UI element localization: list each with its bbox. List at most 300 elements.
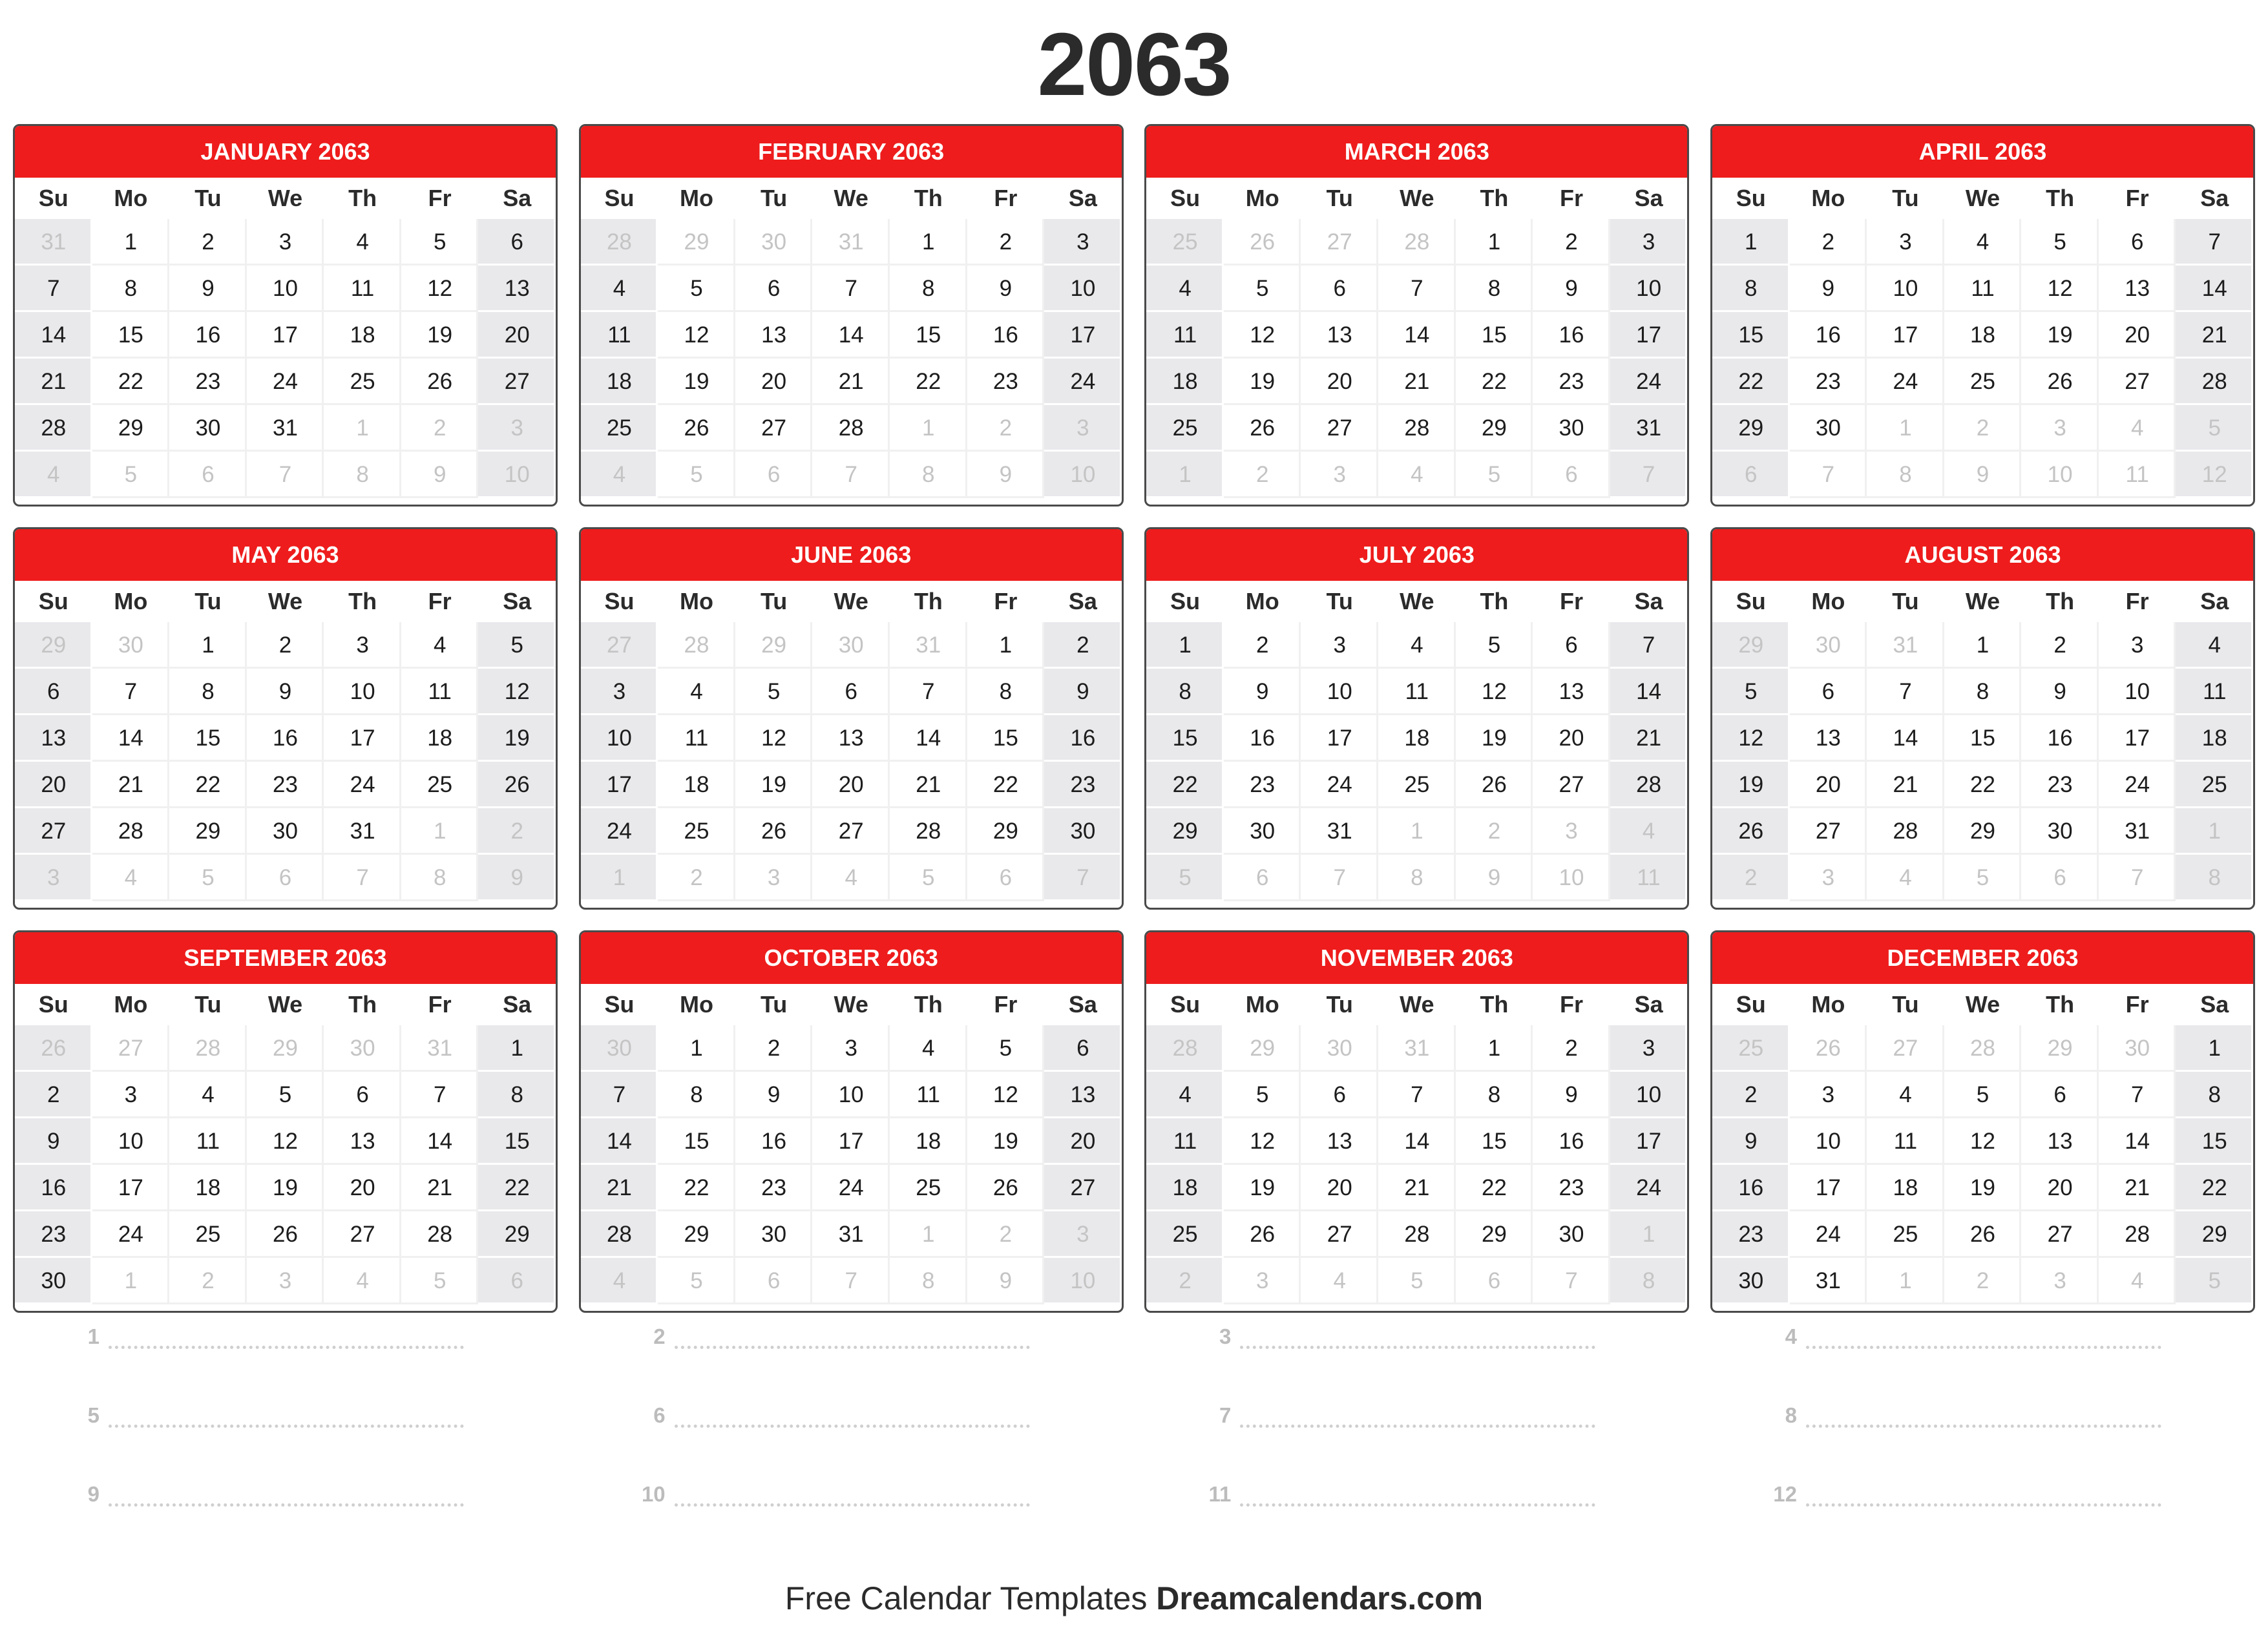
week-row <box>15 1025 556 1072</box>
note-dotted-line <box>675 1488 1030 1507</box>
note-dotted-line <box>675 1330 1030 1349</box>
weekday-header-row <box>1712 984 2253 1025</box>
adjacent-month-day: 5 <box>658 452 735 498</box>
day-cell: 29 <box>658 1211 735 1258</box>
weekday-label: Sa <box>1634 185 1663 211</box>
adjacent-month-day: 10 <box>1533 855 1610 901</box>
day-cell: 18 <box>1146 1165 1224 1211</box>
day-cell: 5 <box>735 669 813 715</box>
day-cell: 21 <box>2099 1165 2176 1211</box>
week-row <box>581 855 1122 901</box>
week-row <box>15 405 556 452</box>
weekday-label: Th <box>914 588 943 614</box>
note-line[interactable] <box>72 1324 464 1349</box>
day-cell: 30 <box>1533 1211 1610 1258</box>
weekday-label: Su <box>38 588 68 614</box>
day-cell: 4 <box>890 1025 967 1072</box>
day-cell: 7 <box>1378 1072 1456 1118</box>
day-cell: 11 <box>1378 669 1456 715</box>
weekday-label: Mo <box>114 185 148 211</box>
adjacent-month-day: 28 <box>581 219 658 266</box>
page-title: 2063 <box>1037 15 1231 114</box>
day-cell: 21 <box>1610 715 1688 762</box>
adjacent-month-day: 12 <box>2176 452 2253 498</box>
note-line[interactable] <box>1770 1403 2161 1428</box>
adjacent-month-day: 8 <box>2176 855 2253 901</box>
day-cell: 1 <box>92 219 170 266</box>
week-row <box>1712 405 2253 452</box>
day-cell: 8 <box>1146 669 1224 715</box>
weekday-label: We <box>1965 991 2000 1018</box>
day-cell: 5 <box>1224 266 1301 312</box>
day-cell: 21 <box>890 762 967 808</box>
day-cell: 24 <box>1867 359 1944 405</box>
adjacent-month-day: 8 <box>1610 1258 1688 1304</box>
day-cell: 31 <box>247 405 324 452</box>
day-cell: 2 <box>169 219 247 266</box>
day-cell: 20 <box>735 359 813 405</box>
adjacent-month-day: 6 <box>1712 452 1790 498</box>
week-row <box>581 312 1122 359</box>
weekday-label: We <box>268 588 303 614</box>
day-cell: 27 <box>324 1211 401 1258</box>
adjacent-month-day: 8 <box>890 1258 967 1304</box>
weekday-header-row <box>581 178 1122 219</box>
day-cell: 4 <box>401 622 479 669</box>
note-dotted-line <box>1240 1409 1595 1428</box>
adjacent-month-day: 4 <box>2099 1258 2176 1304</box>
note-line[interactable] <box>72 1403 464 1428</box>
adjacent-month-day: 5 <box>2176 1258 2253 1304</box>
note-line[interactable] <box>638 1482 1030 1507</box>
day-cell: 16 <box>735 1118 813 1165</box>
weekday-label: Tu <box>1326 185 1353 211</box>
day-cell: 22 <box>967 762 1045 808</box>
weekday-label: We <box>268 185 303 211</box>
day-cell: 29 <box>1456 405 1533 452</box>
weekday-label: Fr <box>1560 991 1583 1018</box>
day-cell: 12 <box>2021 266 2099 312</box>
day-cell: 11 <box>169 1118 247 1165</box>
day-cell: 11 <box>401 669 479 715</box>
day-cell: 21 <box>2176 312 2253 359</box>
day-cell: 22 <box>1146 762 1224 808</box>
month-title: MAY 2063 <box>15 529 556 581</box>
adjacent-month-day: 10 <box>2021 452 2099 498</box>
week-row <box>1712 1258 2253 1304</box>
day-cell: 14 <box>2099 1118 2176 1165</box>
day-cell: 7 <box>15 266 92 312</box>
weekday-label: Su <box>1170 588 1201 614</box>
day-cell: 13 <box>1790 715 1867 762</box>
adjacent-month-day: 4 <box>1867 855 1944 901</box>
note-dotted-line <box>1806 1488 2161 1507</box>
day-cell: 16 <box>169 312 247 359</box>
day-cell: 3 <box>2099 622 2176 669</box>
weekday-header-row <box>1712 581 2253 622</box>
day-cell: 28 <box>2176 359 2253 405</box>
weekday-header-row <box>15 178 556 219</box>
day-cell: 7 <box>812 266 890 312</box>
day-cell: 26 <box>1224 405 1301 452</box>
week-row <box>1146 855 1687 901</box>
day-cell: 23 <box>1044 762 1122 808</box>
day-cell: 25 <box>1146 1211 1224 1258</box>
day-cell: 19 <box>2021 312 2099 359</box>
adjacent-month-day: 31 <box>812 219 890 266</box>
adjacent-month-day: 29 <box>247 1025 324 1072</box>
day-cell: 12 <box>1944 1118 2022 1165</box>
adjacent-month-day: 2 <box>1224 452 1301 498</box>
weekday-label: Tu <box>194 588 222 614</box>
day-cell: 3 <box>324 622 401 669</box>
day-cell: 15 <box>478 1118 556 1165</box>
day-cell: 4 <box>1867 1072 1944 1118</box>
day-cell: 6 <box>1533 622 1610 669</box>
note-line[interactable] <box>1204 1403 1595 1428</box>
day-cell: 8 <box>1456 266 1533 312</box>
day-cell: 22 <box>1712 359 1790 405</box>
weekday-label: Fr <box>2125 185 2149 211</box>
month-title: JULY 2063 <box>1146 529 1687 581</box>
adjacent-month-day: 10 <box>1044 1258 1122 1304</box>
adjacent-month-day: 7 <box>247 452 324 498</box>
weekday-label: Fr <box>428 588 452 614</box>
day-cell: 20 <box>2099 312 2176 359</box>
week-row <box>581 715 1122 762</box>
adjacent-month-day: 7 <box>324 855 401 901</box>
note-dotted-line <box>1806 1409 2161 1428</box>
note-line[interactable] <box>1770 1324 2161 1349</box>
adjacent-month-day: 7 <box>1044 855 1122 901</box>
month-calendar <box>1144 930 1689 1313</box>
day-cell: 17 <box>247 312 324 359</box>
month-title: DECEMBER 2063 <box>1712 932 2253 984</box>
day-cell: 27 <box>1301 405 1378 452</box>
day-cell: 16 <box>15 1165 92 1211</box>
day-cell: 21 <box>1378 359 1456 405</box>
month-calendar <box>13 124 558 507</box>
adjacent-month-day: 29 <box>735 622 813 669</box>
day-cell: 27 <box>1301 1211 1378 1258</box>
day-cell: 27 <box>2099 359 2176 405</box>
weekday-header-row <box>581 984 1122 1025</box>
note-number: 7 <box>1219 1403 1232 1427</box>
weekday-label: Fr <box>1560 588 1583 614</box>
week-row <box>15 219 556 266</box>
day-cell: 20 <box>1044 1118 1122 1165</box>
weekday-label: Sa <box>1068 991 1097 1018</box>
adjacent-month-day: 2 <box>658 855 735 901</box>
day-cell: 29 <box>967 808 1045 855</box>
adjacent-month-day: 7 <box>812 1258 890 1304</box>
day-cell: 6 <box>2099 219 2176 266</box>
day-cell: 12 <box>967 1072 1045 1118</box>
day-cell: 29 <box>1944 808 2022 855</box>
day-cell: 3 <box>812 1025 890 1072</box>
day-cell: 15 <box>1456 312 1533 359</box>
week-row <box>581 1118 1122 1165</box>
calendar-grid <box>13 124 2255 1313</box>
day-cell: 25 <box>324 359 401 405</box>
weekday-label: Tu <box>194 185 222 211</box>
weekday-header-row <box>581 581 1122 622</box>
week-row <box>15 1072 556 1118</box>
week-row <box>15 1165 556 1211</box>
weekday-label: Sa <box>2200 991 2229 1018</box>
day-cell: 15 <box>169 715 247 762</box>
adjacent-month-day: 2 <box>401 405 479 452</box>
day-cell: 7 <box>1610 622 1688 669</box>
day-cell: 29 <box>1146 808 1224 855</box>
adjacent-month-day: 6 <box>169 452 247 498</box>
day-cell: 5 <box>2021 219 2099 266</box>
day-cell: 8 <box>658 1072 735 1118</box>
week-row <box>1146 669 1687 715</box>
day-cell: 20 <box>1301 1165 1378 1211</box>
adjacent-month-day: 4 <box>581 1258 658 1304</box>
adjacent-month-day: 6 <box>735 1258 813 1304</box>
day-cell: 10 <box>581 715 658 762</box>
adjacent-month-day: 30 <box>1790 622 1867 669</box>
day-cell: 20 <box>1301 359 1378 405</box>
weekday-label: Sa <box>1634 991 1663 1018</box>
week-row <box>15 452 556 498</box>
day-cell: 23 <box>15 1211 92 1258</box>
adjacent-month-day: 28 <box>1378 219 1456 266</box>
day-cell: 5 <box>401 219 479 266</box>
day-cell: 28 <box>812 405 890 452</box>
day-cell: 13 <box>1301 1118 1378 1165</box>
adjacent-month-day: 7 <box>812 452 890 498</box>
week-row <box>581 1072 1122 1118</box>
weekday-label: Mo <box>1811 588 1845 614</box>
month-title: APRIL 2063 <box>1712 126 2253 178</box>
weekday-label: Mo <box>1245 588 1279 614</box>
day-cell: 31 <box>1610 405 1688 452</box>
week-row <box>1146 219 1687 266</box>
adjacent-month-day: 3 <box>1301 452 1378 498</box>
adjacent-month-day: 11 <box>1610 855 1688 901</box>
adjacent-month-day: 28 <box>169 1025 247 1072</box>
weekday-label: Tu <box>1892 185 1919 211</box>
week-row <box>1712 715 2253 762</box>
day-cell: 16 <box>1712 1165 1790 1211</box>
day-cell: 6 <box>2021 1072 2099 1118</box>
day-cell: 16 <box>1533 1118 1610 1165</box>
note-line[interactable] <box>638 1324 1030 1349</box>
day-cell: 12 <box>401 266 479 312</box>
weekday-label: We <box>834 588 868 614</box>
week-row <box>1146 1025 1687 1072</box>
day-cell: 10 <box>812 1072 890 1118</box>
weekday-label: Tu <box>1326 588 1353 614</box>
day-cell: 21 <box>92 762 170 808</box>
day-cell: 30 <box>735 1211 813 1258</box>
weekday-header-row <box>1712 178 2253 219</box>
note-number: 8 <box>1785 1403 1797 1427</box>
day-cell: 22 <box>478 1165 556 1211</box>
footer-brand-link[interactable]: Dreamcalendars.com <box>1156 1580 1484 1616</box>
day-cell: 30 <box>1044 808 1122 855</box>
day-cell: 19 <box>247 1165 324 1211</box>
adjacent-month-day: 3 <box>1533 808 1610 855</box>
day-cell: 14 <box>1867 715 1944 762</box>
adjacent-month-day: 7 <box>1301 855 1378 901</box>
day-cell: 2 <box>1044 622 1122 669</box>
day-cell: 13 <box>2099 266 2176 312</box>
day-cell: 10 <box>1790 1118 1867 1165</box>
day-cell: 1 <box>2176 1025 2253 1072</box>
adjacent-month-day: 29 <box>2021 1025 2099 1072</box>
day-cell: 17 <box>812 1118 890 1165</box>
adjacent-month-day: 6 <box>2021 855 2099 901</box>
weekday-label: Fr <box>994 185 1018 211</box>
month-title: OCTOBER 2063 <box>581 932 1122 984</box>
weekday-label: Tu <box>760 185 788 211</box>
day-cell: 7 <box>2176 219 2253 266</box>
day-cell: 30 <box>1224 808 1301 855</box>
day-cell: 24 <box>1301 762 1378 808</box>
day-cell: 7 <box>1378 266 1456 312</box>
day-cell: 2 <box>1224 622 1301 669</box>
day-cell: 2 <box>1712 1072 1790 1118</box>
day-cell: 19 <box>1456 715 1533 762</box>
day-cell: 26 <box>2021 359 2099 405</box>
day-cell: 3 <box>1610 219 1688 266</box>
note-line[interactable] <box>1204 1482 1595 1507</box>
weekday-label: Sa <box>503 185 532 211</box>
month-calendar <box>1710 930 2255 1313</box>
month-calendar <box>1710 124 2255 507</box>
note-line[interactable] <box>1770 1482 2161 1507</box>
weekday-label: We <box>1400 588 1434 614</box>
day-cell: 31 <box>2099 808 2176 855</box>
day-cell: 6 <box>812 669 890 715</box>
day-cell: 2 <box>735 1025 813 1072</box>
day-cell: 28 <box>1610 762 1688 808</box>
weekday-label: Mo <box>1245 991 1279 1018</box>
note-number: 2 <box>653 1324 666 1348</box>
day-cell: 19 <box>658 359 735 405</box>
weekday-label: We <box>1400 185 1434 211</box>
day-cell: 27 <box>15 808 92 855</box>
weekday-label: Sa <box>1068 588 1097 614</box>
adjacent-month-day: 5 <box>2176 405 2253 452</box>
weekday-label: Fr <box>994 991 1018 1018</box>
day-cell: 15 <box>1712 312 1790 359</box>
day-cell: 10 <box>1301 669 1378 715</box>
day-cell: 9 <box>1712 1118 1790 1165</box>
day-cell: 18 <box>324 312 401 359</box>
weekday-label: Sa <box>503 991 532 1018</box>
day-cell: 18 <box>581 359 658 405</box>
day-cell: 23 <box>967 359 1045 405</box>
note-line[interactable] <box>72 1482 464 1507</box>
day-cell: 6 <box>1044 1025 1122 1072</box>
day-cell: 12 <box>478 669 556 715</box>
adjacent-month-day: 7 <box>1790 452 1867 498</box>
weekday-label: Tu <box>760 588 788 614</box>
day-cell: 11 <box>324 266 401 312</box>
weekday-label: Su <box>1736 185 1766 211</box>
month-title: MARCH 2063 <box>1146 126 1687 178</box>
day-cell: 23 <box>1790 359 1867 405</box>
day-cell: 5 <box>967 1025 1045 1072</box>
month-title: AUGUST 2063 <box>1712 529 2253 581</box>
day-cell: 6 <box>1301 266 1378 312</box>
day-cell: 2 <box>15 1072 92 1118</box>
day-cell: 16 <box>1044 715 1122 762</box>
weekday-label: Th <box>1480 185 1509 211</box>
adjacent-month-day: 31 <box>890 622 967 669</box>
adjacent-month-day: 29 <box>658 219 735 266</box>
day-cell: 16 <box>2021 715 2099 762</box>
month-calendar <box>579 527 1124 910</box>
day-cell: 9 <box>1224 669 1301 715</box>
day-cell: 25 <box>2176 762 2253 808</box>
day-cell: 13 <box>1301 312 1378 359</box>
week-row <box>1712 1211 2253 1258</box>
day-cell: 29 <box>92 405 170 452</box>
day-cell: 17 <box>581 762 658 808</box>
day-cell: 21 <box>1867 762 1944 808</box>
week-row <box>1712 1025 2253 1072</box>
day-cell: 24 <box>324 762 401 808</box>
weekday-label: Sa <box>503 588 532 614</box>
day-cell: 18 <box>401 715 479 762</box>
day-cell: 19 <box>1224 359 1301 405</box>
adjacent-month-day: 26 <box>1224 219 1301 266</box>
week-row <box>581 1211 1122 1258</box>
adjacent-month-day: 2 <box>169 1258 247 1304</box>
weekday-label: We <box>1965 588 2000 614</box>
day-cell: 8 <box>1944 669 2022 715</box>
week-row <box>1146 762 1687 808</box>
footer-prefix: Free Calendar Templates <box>784 1580 1148 1616</box>
week-row <box>1146 808 1687 855</box>
day-cell: 13 <box>324 1118 401 1165</box>
day-cell: 2 <box>1533 219 1610 266</box>
month-title: SEPTEMBER 2063 <box>15 932 556 984</box>
day-cell: 28 <box>1378 1211 1456 1258</box>
day-cell: 12 <box>1224 312 1301 359</box>
note-line[interactable] <box>638 1403 1030 1428</box>
day-cell: 3 <box>1044 219 1122 266</box>
adjacent-month-day: 2 <box>1146 1258 1224 1304</box>
note-line[interactable] <box>1204 1324 1595 1349</box>
day-cell: 20 <box>1790 762 1867 808</box>
adjacent-month-day: 6 <box>478 1258 556 1304</box>
day-cell: 3 <box>247 219 324 266</box>
day-cell: 8 <box>890 266 967 312</box>
day-cell: 12 <box>1224 1118 1301 1165</box>
day-cell: 4 <box>1378 622 1456 669</box>
adjacent-month-day: 31 <box>401 1025 479 1072</box>
weekday-label: Sa <box>1634 588 1663 614</box>
day-cell: 22 <box>658 1165 735 1211</box>
day-cell: 18 <box>1867 1165 1944 1211</box>
day-cell: 30 <box>1533 405 1610 452</box>
day-cell: 28 <box>15 405 92 452</box>
weekday-label: Mo <box>1811 991 1845 1018</box>
weekday-label: Su <box>38 185 68 211</box>
adjacent-month-day: 7 <box>1533 1258 1610 1304</box>
week-row <box>1146 452 1687 498</box>
adjacent-month-day: 5 <box>890 855 967 901</box>
week-row <box>15 1118 556 1165</box>
day-cell: 13 <box>2021 1118 2099 1165</box>
